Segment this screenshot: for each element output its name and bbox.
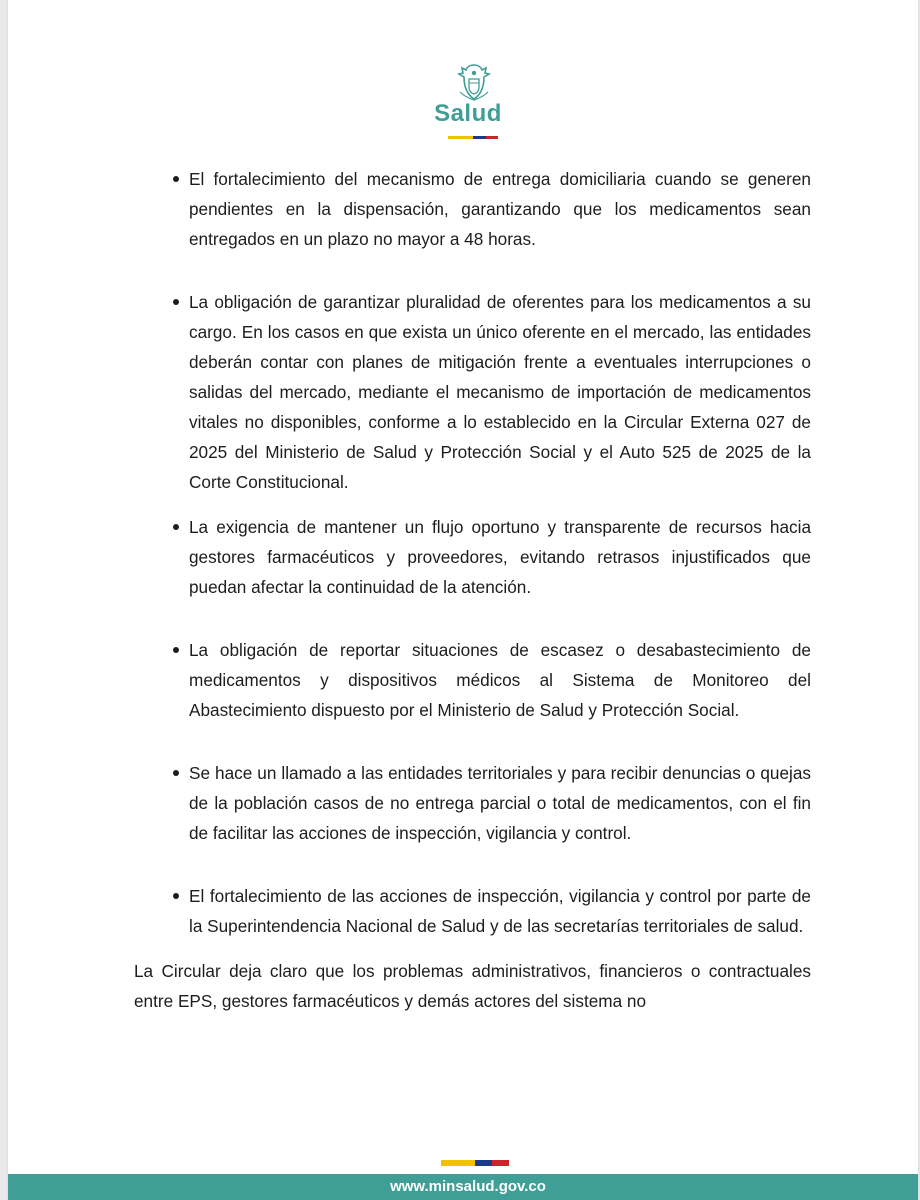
document-body [134,164,811,1016]
bullet-item [134,287,811,497]
closing-paragraph: La Circular deja claro que los problemas administrativos, financieros o contractuales entre EPS, gestores farmacéuticos y demás actores del sistema no [134,961,811,1011]
page-header [8,62,918,142]
bullet-dot [173,299,179,305]
bullet-dot [173,176,179,182]
colombia-coat-of-arms-icon [450,62,498,102]
document-page [8,0,918,1200]
bullet-dot [173,770,179,776]
bullet-dot [173,893,179,899]
brand-wordmark: Salud [434,100,502,127]
bullet-text: El fortalecimiento de las acciones de inspección, vigilancia y control por parte de la Superintendencia Nacional de Salud y de las secretarías territoriales de salud. [189,886,811,936]
bullet-text: La obligación de reportar situaciones de escasez o desabastecimiento de medicamentos y dispositivos médicos al Sistema de Monitoreo del Abastecimiento dispuesto por el Ministerio de Salud y Protección Social. [189,640,811,720]
bullet-text: La obligación de garantizar pluralidad de oferentes para los medicamentos a su cargo. En los casos en que exista un único oferente en el mercado, las entidades deberán contar con planes de mitigación frente a eventuales interrupciones o salidas del mercado, mediante el mecanismo de importación de medicamentos vitales no disponibles, conforme a lo establecido en la Circular Externa 027 de 2025 del Ministerio de Salud y Protección Social y el Auto 525 de 2025 de la Corte Constitucional. [189,292,811,492]
page-footer [8,1174,918,1200]
footer-url: www.minsalud.gov.co [390,1178,546,1195]
bullet-item [134,758,811,848]
bullet-item [134,881,811,941]
bullet-text: Se hace un llamado a las entidades territoriales y para recibir denuncias o quejas de la población casos de no entrega parcial o total de medicamentos, con el fin de facilitar las acciones de inspección, vigilancia y control. [189,763,811,843]
bullet-item [134,164,811,254]
bullet-item [134,635,811,725]
bullet-text: La exigencia de mantener un flujo oportuno y transparente de recursos hacia gestores farmacéuticos y proveedores, evitando retrasos injustificados que puedan afectar la continuidad de la atención. [189,517,811,597]
bullet-dot [173,524,179,530]
bullet-item [134,512,811,602]
bullet-text: El fortalecimiento del mecanismo de entrega domiciliaria cuando se generen pendientes en la dispensación, garantizando que los medicamentos sean entregados en un plazo no mayor a 48 horas. [189,169,811,249]
footer-flag-stripe [441,1160,509,1166]
bullet-dot [173,647,179,653]
header-flag-stripe [448,136,498,139]
